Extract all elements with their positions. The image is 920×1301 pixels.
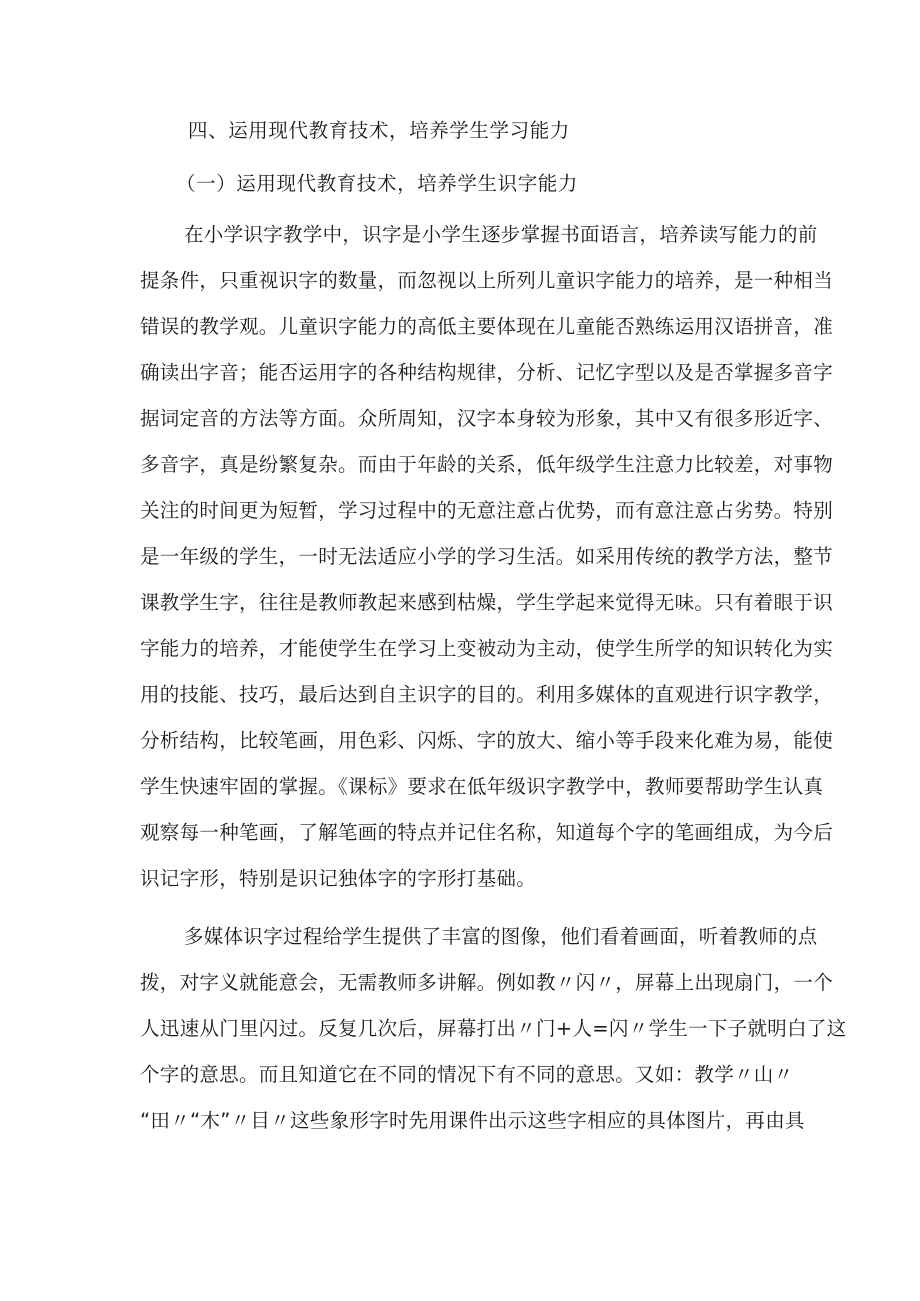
paragraph-1-line: 分析结构，比较笔画，用色彩、闪烁、字的放大、缩小等手段来化难为易，能使 (140, 729, 834, 752)
paragraph-1-line: 用的技能、技巧，最后达到自主识字的目的。利用多媒体的直观进行识字教学， (140, 683, 834, 706)
paragraph-1-line: 据词定音的方法等方面。众所周知，汉字本身较为形象，其中又有很多形近字、 (140, 407, 834, 430)
paragraph-1-line: 错误的教学观。儿童识字能力的高低主要体现在儿童能否熟练运用汉语拼音，准 (140, 315, 834, 338)
paragraph-2-line: 多媒体识字过程给学生提供了丰富的图像，他们看着画面，听着教师的点 (184, 925, 818, 948)
paragraph-1-line: 提条件，只重视识字的数量，而忽视以上所列儿童识字能力的培养，是一种相当 (140, 269, 834, 292)
paragraph-1-line: 是一年级的学生，一时无法适应小学的学习生活。如采用传统的教学方法，整节 (140, 545, 834, 568)
paragraph-2-line: 个字的意思。而且知道它在不同的情况下有不同的意思。又如：教学〃山〃 (140, 1063, 794, 1086)
paragraph-2-line: 人迅速从门里闪过。反复几次后，屏幕打出〃门+人=闪〃学生一下子就明白了这 (140, 1017, 847, 1040)
subsection-heading: （一）运用现代教育技术，培养学生识字能力 (176, 172, 579, 195)
paragraph-1-line: 观察每一种笔画，了解笔画的特点并记住名称，知道每个字的笔画组成，为今后 (140, 821, 834, 844)
section-heading: 四、运用现代教育技术，培养学生学习能力 (188, 119, 570, 142)
paragraph-1-line: 识记字形，特别是识记独体字的字形打基础。 (140, 867, 537, 890)
paragraph-1-line: 确读出字音；能否运用字的各种结构规律，分析、记忆字型以及是否掌握多音字 (140, 361, 834, 384)
paragraph-2-line: 拨，对字义就能意会，无需教师多讲解。例如教〃闪〃，屏幕上出现扇门，一个 (140, 971, 834, 994)
paragraph-1-line: 多音字，真是纷繁复杂。而由于年龄的关系，低年级学生注意力比较差，对事物 (140, 453, 834, 476)
paragraph-1-line: 关注的时间更为短暂，学习过程中的无意注意占优势，而有意注意占劣势。特别 (140, 499, 834, 522)
paragraph-1-line: 在小学识字教学中，识字是小学生逐步掌握书面语言，培养读写能力的前 (184, 223, 818, 246)
paragraph-1-line: 字能力的培养，才能使学生在学习上变被动为主动，使学生所学的知识转化为实 (140, 637, 834, 660)
paragraph-2-line: “田〃“木”〃目〃这些象形字时先用课件出示这些字相应的具体图片，再由具 (140, 1109, 805, 1132)
paragraph-1-line: 学生快速牢固的掌握。《课标》要求在低年级识字教学中，教师要帮助学生认真 (140, 775, 824, 798)
paragraph-1-line: 课教学生字，往往是教师教起来感到枯燥，学生学起来觉得无味。只有着眼于识 (140, 591, 834, 614)
